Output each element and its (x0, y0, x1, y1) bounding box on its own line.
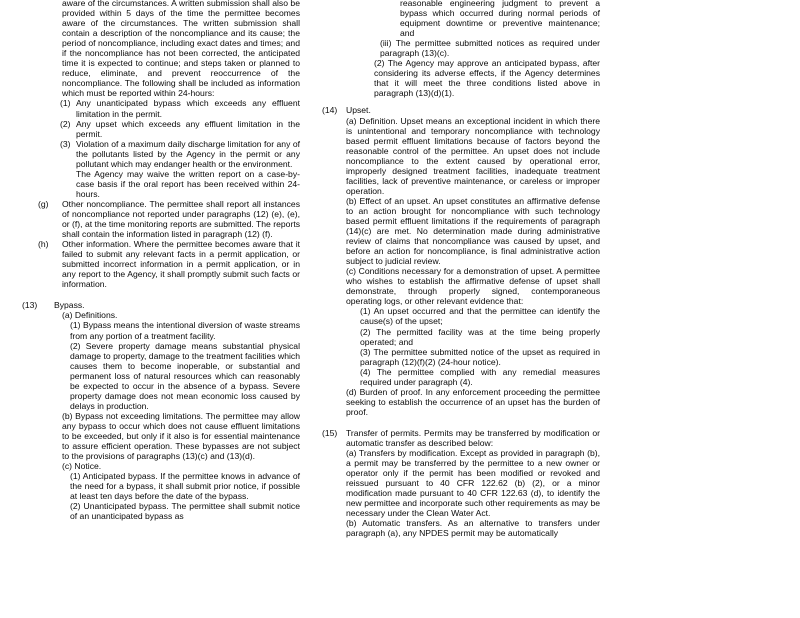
list-item (60, 138, 300, 169)
list-item (70, 501, 300, 521)
subsection-d (346, 387, 600, 417)
subsection-heading: (a) Transfers by modification. (346, 448, 458, 459)
list-item: (3) The permittee submitted notice of the upset as required in paragraph (12)(f)(2) (24-hour notice). (360, 346, 600, 367)
list-text: Any unanticipated bypass which exceeds any effluent limitation in the permit. (76, 98, 300, 119)
list-item: (2) The Agency may approve an anticipated bypass, after considering its adverse effects, if the Agency determines that it will meet the three conditions listed above in paragraph (13)(d)(1). (374, 58, 600, 99)
subsection-text: Upset means an exceptional incident in which there is unintentional and temporary noncompliance with technology based permit effluent limitations because of factors beyond the reasonable control of the permittee. An upset does not include noncompliance to the extent caused by operational error, improperly designed treatment facilities, inadequate treatment facilities, lack of preventive maintenance, or careless or improper operation. (346, 115, 600, 196)
list-item: (2) Severe property damage means substantial physical damage to property, damage to the treatment facilities which causes them to become inoperable, or substantial and permanent loss of natural resources which can reasonably be expected to occur in the absence of a bypass. Severe property damage does not mean economic loss caused by delays in production. (70, 340, 300, 411)
list-item: (2) The permitted facility was at the time being properly operated; and (360, 326, 600, 347)
section-letter: (h) (38, 239, 49, 250)
section-13-heading (22, 300, 300, 311)
list-item: (4) The permittee complied with any remedial measures required under paragraph (4). (360, 366, 600, 387)
waiver-text: The Agency may waive the written report on a case-by-case basis if the oral report has been received within 24-hours. (76, 168, 300, 199)
subsection-c (346, 266, 600, 306)
subsection-a (346, 116, 600, 196)
list-item: (iii) The permittee submitted notices as required under paragraph (13)(c). (380, 38, 600, 59)
subsection-heading: (b) Automatic transfers. (346, 518, 443, 529)
subsection-heading: (a) Definition. (346, 115, 398, 126)
subsection-a (346, 448, 600, 518)
section-title: Other noncompliance. (62, 198, 147, 209)
subsection-text: An upset constitutes an affirmative defense to an action brought for noncompliance with such technology based permit effluent limitations if the requirements of paragraph (14)(c) are met. No determination made during administrative review of claims that noncompliance was caused by upset, and before an action for noncompliance, is final administrative action subject to judicial review. (346, 195, 600, 267)
list-number: (3) (60, 138, 71, 149)
subsection-text: Except as provided in paragraph (b), a permit may be transferred by the permittee to a new owner or operator only if the permit has been modified or revoked and reissued pursuant to 40 CFR 122.62 (b) (2), or a minor modification made pursuant to 40 CFR 122.63 (d), to identify the new permittee and incorporate such other requirements as may be necessary under the Clean Water Act. (346, 448, 601, 519)
list-text: Violation of a maximum daily discharge limitation for any of the pollutants listed by the Agency in the permit or any pollutant which may endanger health or the environment. (76, 138, 300, 169)
list-text: Any upset which exceeds any effluent limitation in the permit. (76, 118, 300, 139)
section-number: (15) (322, 427, 338, 438)
list-item: (1) Bypass means the intentional diversion of waste streams from any portion of a treatment facility. (70, 320, 300, 341)
paragraph-continuation: aware of the circumstances. A written submission shall also be provided within 5 days of the time the permittee becomes aware of the circumstances. The written submission shall contain a description of the noncompliance and its cause; the period of noncompliance, including exact dates and times; and if the noncompliance has not been corrected, the anticipated time it is expected to continue; and steps taken or planned to reduce, eliminate, and prevent reoccurrence of the noncompliance. The following shall be included as information which must be reported within 24-hours: (62, 0, 300, 99)
section-title: Bypass. (54, 300, 85, 311)
subsection-text: As an alternative to transfers under paragraph (a), any NPDES permit may be automatically (346, 518, 600, 539)
section-text: Where the permittee becomes aware that it failed to submit any relevant facts in a permit application, or submitted incorrect information in a permit application, or in any report to the Agency, it shall promptly submit such facts or information. (62, 239, 300, 290)
subsection-b (62, 411, 300, 461)
right-column (322, 0, 600, 538)
subsection-heading: (c) Notice. (62, 461, 102, 472)
subsection-b (346, 196, 600, 266)
list-number: (2) (60, 118, 71, 129)
list-item (60, 118, 300, 139)
subsection-heading: (d) Burden of proof. (346, 386, 423, 397)
section-title: Transfer of permits. (346, 427, 422, 438)
section-title: Other information. (62, 239, 132, 250)
section-14-heading (322, 105, 600, 116)
section-h (38, 239, 300, 290)
list-item (60, 98, 300, 119)
subsection-heading: (a) Definitions. (62, 310, 118, 321)
subsection-heading: (b) Bypass not exceeding limitations. (62, 410, 204, 421)
section-g (38, 198, 301, 240)
list-item (70, 471, 300, 501)
list-heading: (1) Anticipated bypass. (70, 471, 158, 482)
paragraph-continuation: reasonable engineering judgment to prevent a bypass which occurred during normal periods of equipment downtime or preventive maintenance; and (400, 0, 600, 39)
subsection-heading: (c) Conditions necessary for a demonstration of upset. (346, 266, 555, 277)
list-number: (1) (60, 98, 71, 109)
list-heading: (2) Unanticipated bypass. (70, 501, 169, 512)
section-number: (13) (22, 300, 38, 311)
subsection-b (346, 518, 600, 538)
section-15 (322, 427, 601, 448)
list-text: If the permittee knows in advance of the need for a bypass, it shall submit prior notice, if possible at least ten days before the date of the bypass. (70, 471, 300, 502)
left-column (22, 0, 300, 521)
subsection-text: A permittee who wishes to establish the affirmative defense of upset shall demonstrate, through properly signed, contemporaneous operating logs, or other relevant evidence that: (346, 266, 600, 307)
subsection-heading: (b) Effect of an upset. (346, 195, 431, 206)
list-item: (1) An upset occurred and that the permittee can identify the cause(s) of the upset; (360, 306, 600, 327)
section-text: The permittee shall report all instances of noncompliance not reported under paragraphs (12) (e), (e), or (f), at the time monitoring reports are submitted. The reports shall contain the information listed in paragraph (12) (f). (62, 198, 301, 240)
section-text: Permits may be transferred by modification or automatic transfer as described below: (346, 427, 601, 448)
section-number: (14) (322, 105, 338, 116)
subsection-text: In any enforcement proceeding the permittee seeking to establish the occurrence of an upset has the burden of proof. (346, 386, 600, 417)
section-letter: (g) (38, 198, 49, 209)
list-text: The permittee shall submit notice of an unanticipated bypass as (70, 501, 301, 522)
section-title: Upset. (346, 105, 371, 116)
subsection-text: The permittee may allow any bypass to occur which does not cause effluent limitations to be exceeded, but only if it also is for essential maintenance to assure efficient operation. These bypasses are not subject to the provisions of paragraphs (13)(c) and (13)(d). (62, 410, 300, 462)
